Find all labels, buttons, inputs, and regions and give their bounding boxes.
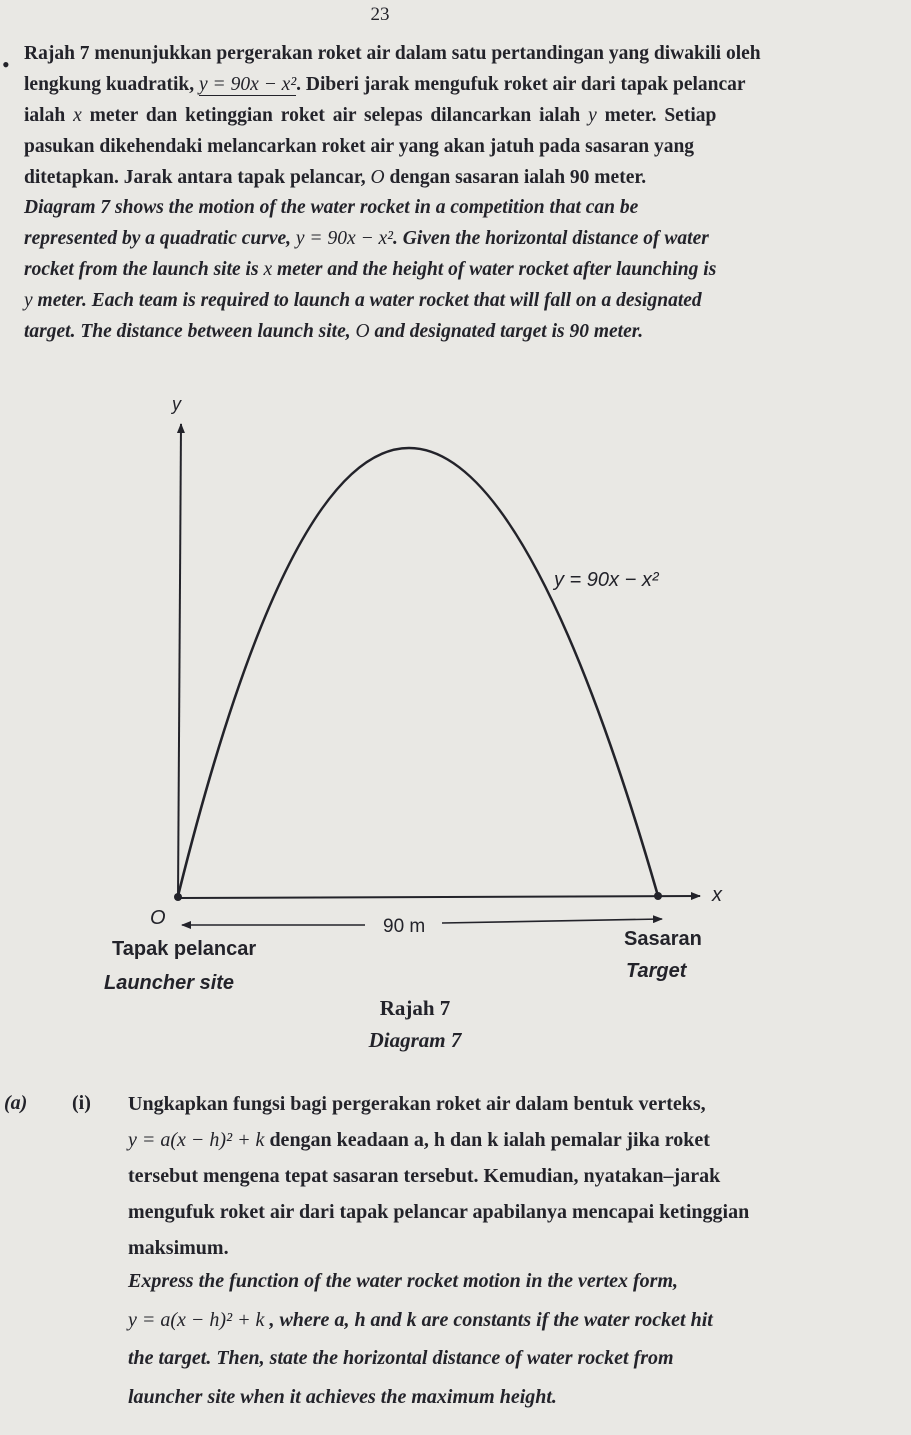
text: launcher site when it achieves the maximum height. [128,1385,557,1408]
text: ditetapkan. Jarak antara tapak pelancar, [24,167,371,188]
y-axis [178,424,181,898]
diagram-caption-english: Diagram 7 [368,1028,462,1052]
text: tersebut mengena tepat sasaran tersebut. Kemudian, nyatakan–jarak [128,1165,721,1187]
variable: y [24,290,33,311]
text: pasukan dikehendaki melancarkan roket air yang akan jatuh pada sasaran yang [24,136,695,157]
diagram-caption-malay: Rajah 7 [379,996,451,1020]
intro-ms-line [24,100,794,131]
text: dengan sasaran ialah 90 meter. [384,167,647,188]
launcher-label-english: Launcher site [104,972,235,994]
question-malay [128,1086,854,1266]
target-label-english: Target [626,960,687,982]
text: Rajah 7 menunjukkan pergerakan roket air dalam satu pertandingan yang diwakili oleh [24,43,761,64]
text: . Given the horizontal distance of water [393,228,709,249]
equation: y = 90x − x² [295,228,394,249]
question-part-label: (a) [4,1092,28,1114]
text: meter. Each team is required to launch a water rocket that will fall on a designated [32,290,702,311]
intro-english [24,192,794,347]
question-en-line [128,1378,854,1417]
question-ms-line [128,1122,854,1158]
x-axis-label: x [712,884,722,906]
vertex-form: y = a(x − h)² + k [128,1129,265,1151]
text: rocket from the launch site is [24,259,264,280]
text: meter. Setiap [596,105,717,126]
x-axis [178,896,700,898]
intro-en-line [24,285,794,316]
text: , where a, h and k are constants if the water rocket hit [264,1308,713,1331]
origin-label: O [150,907,166,929]
target-label-malay: Sasaran [624,928,702,950]
distance-label: 90 m [383,916,426,937]
text: Diagram 7 shows the motion of the water rocket in a competition that can be [24,197,639,218]
intro-en-line [24,223,794,254]
text: dengan keadaan a, h dan k ialah pemalar jika roket [264,1129,710,1151]
y-axis-label: y [172,394,181,414]
vertex-form: y = a(x − h)² + k [128,1308,265,1331]
variable: x [73,105,82,126]
intro-en-line [24,254,794,285]
page-number: 23 [370,4,390,25]
question-ms-line [128,1230,854,1266]
question-en-line [128,1262,854,1301]
text: represented by a quadratic curve, [24,228,296,249]
text: lengkung kuadratik, [24,74,200,95]
intro-ms-line [24,162,794,193]
bullet-mark: • [2,52,10,77]
text: meter dan ketinggian roket air selepas dilancarkan ialah [81,105,589,126]
question-ms-line [128,1194,854,1230]
intro-ms-line [24,131,794,162]
text: Express the function of the water rocket motion in the vertex form, [128,1270,679,1292]
text: meter and the height of water rocket after launching is [272,259,717,280]
rocket-trajectory-diagram [0,380,911,1000]
variable: O [370,167,385,188]
question-english [128,1262,854,1416]
intro-en-line [24,316,794,347]
variable: O [355,321,370,342]
text: ialah [24,105,74,126]
target-point [654,892,662,900]
text: Ungkapkan fungsi bagi pergerakan roket air dalam bentuk verteks, [128,1093,706,1115]
intro-ms-line [24,69,794,100]
variable: x [263,259,273,280]
question-ms-line [128,1158,854,1194]
launch-point [174,893,182,901]
text: . Diberi jarak mengufuk roket air dari tapak pelancar [296,74,746,95]
distance-arrow-right [442,919,662,923]
question-en-line [128,1339,854,1378]
text: target. The distance between launch site, [24,321,356,342]
intro-en-line [24,192,794,223]
trajectory-curve [178,448,658,896]
equation: y = 90x − x² [199,74,297,95]
question-ms-line [128,1086,854,1122]
question-en-line [128,1301,854,1340]
launcher-label-malay: Tapak pelancar [112,938,257,960]
question-subpart-label: (i) [72,1092,91,1114]
intro-ms-line [24,38,794,69]
variable: y [588,105,597,126]
text: mengufuk roket air dari tapak pelancar apabilanya mencapai ketinggian [128,1201,750,1223]
text: the target. Then, state the horizontal distance of water rocket from [128,1347,674,1369]
text: and designated target is 90 meter. [369,321,644,342]
curve-equation-label: y = 90x − x² [554,569,659,591]
text: maksimum. [128,1237,229,1259]
intro-malay [24,38,794,193]
